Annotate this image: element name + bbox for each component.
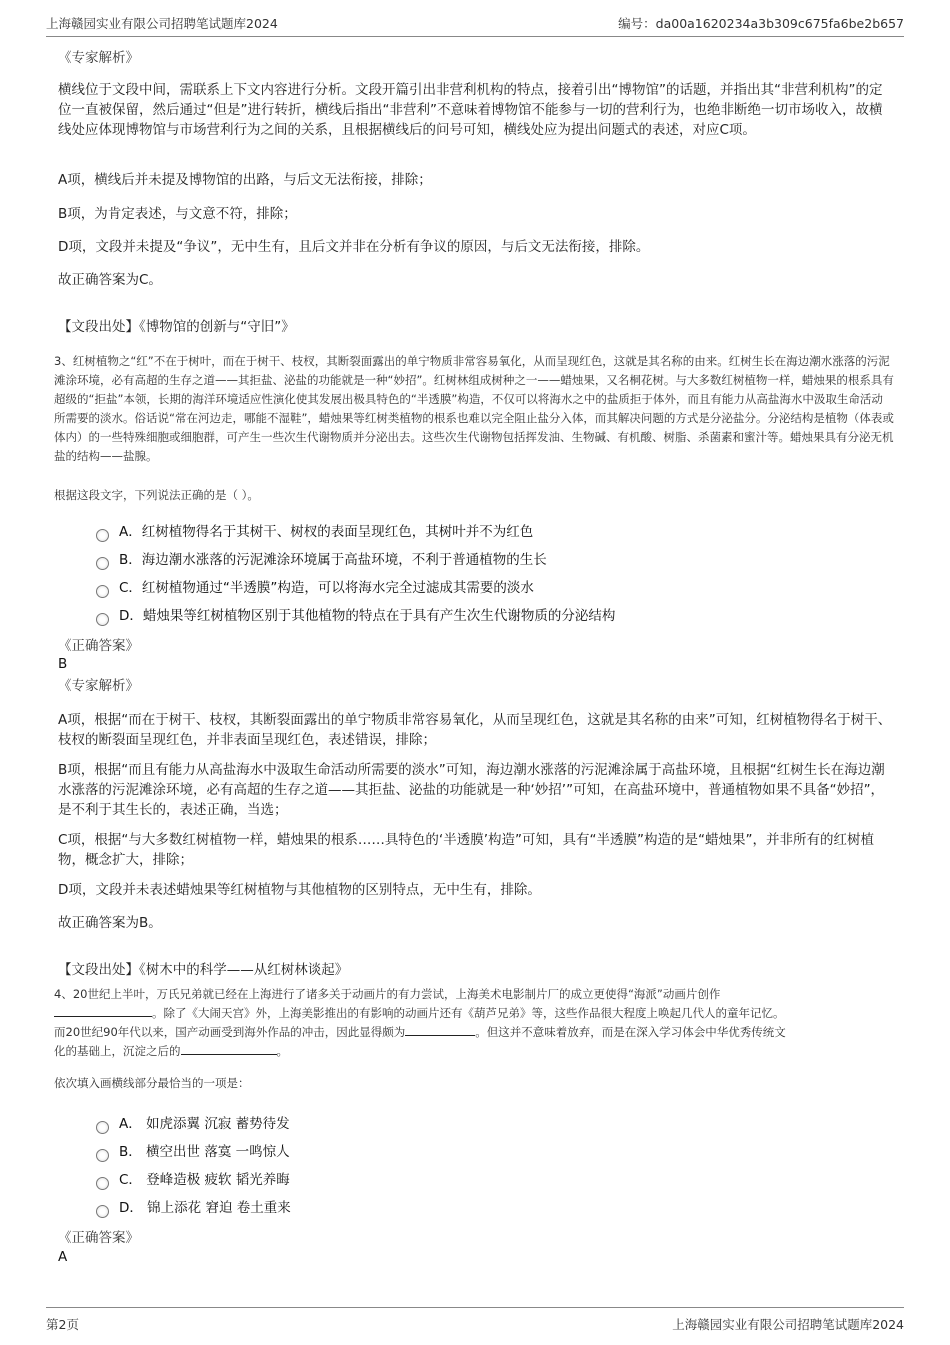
radio-icon[interactable]	[96, 1205, 109, 1218]
page-number: 第2页	[46, 1317, 79, 1332]
q3-options	[96, 518, 615, 630]
q4-blank-1	[54, 1004, 152, 1017]
q4-passage-part4: 。但这并不意味着放弃，而是在深入学习体会中华优秀传统文	[475, 1025, 786, 1039]
q4-passage-part5: 化的基础上，沉淀之后的	[54, 1044, 181, 1058]
q3-question: 根据这段文字，下列说法正确的是（ ）。	[54, 488, 259, 502]
q4-passage-part1: 4、20世纪上半叶，万氏兄弟就已经在上海进行了诸多关于动画片的有力尝试，上海美术电影制片厂的成立更使得“海派”动画片创作	[54, 987, 721, 1001]
option-label: B． 横空出世 落寞 一鸣惊人	[119, 1144, 290, 1160]
q3-answer: B	[58, 656, 68, 672]
option-label: A． 如虎添翼 沉寂 蓄势待发	[119, 1116, 290, 1132]
q3-source: 【文段出处】《树木中的科学——从红树林谈起》	[58, 961, 349, 978]
option-label: B．海边潮水涨落的污泥滩涂环境属于高盐环境，不利于普通植物的生长	[119, 552, 547, 568]
option-label: C． 登峰造极 疲软 韬光养晦	[119, 1172, 290, 1188]
q3-option-a[interactable]	[96, 518, 615, 546]
q3-option-c-analysis: C项，根据“与大多数红树植物一样，蜡烛果的根系……具特色的‘半透膜’构造”可知，具有“半透膜”构造的是“蜡烛果”，并非所有的红树植物，概念扩大，排除；	[58, 832, 874, 868]
radio-icon[interactable]	[96, 1177, 109, 1190]
radio-icon[interactable]	[96, 557, 109, 570]
radio-icon[interactable]	[96, 1149, 109, 1162]
q3-passage: 3、红树植物之“红”不在于树叶，而在于树干、枝杈，其断裂面露出的单宁物质非常容易氧化，从而呈现红色，这就是其名称的由来。红树生长在海边潮水涨落的污泥滩涂环境，必有高超的生存之道——其拒盐、泌盐的功能就是一种“妙招”。红树林组成树种之一——蜡烛果，又名桐花树。与大多数红树植物一样，蜡烛果的根系具有超级的“拒盐”本领，长期的海洋环境适应性演化使其发展出极具特色的“半透膜”构造，不仅可以将海水之中的盐质拒于体外，而且有能力从高盐海水中汲取生命活动所需要的淡水。俗话说“常在河边走，哪能不湿鞋”，蜡烛果等红树类植物的根系也难以完全阻止盐分入体，而其解决问题的方式是分泌盐分。分泌结构是植物（体表或体内）的一些特殊细胞或细胞群，可产生一些次生代谢物质并分泌出去。这些次生代谢物包括挥发油、生物碱、有机酸、树脂、杀菌素和蜜汁等。蜡烛果具有分泌无机盐的结构——盐腺。	[54, 354, 894, 463]
option-label: C．红树植物通过“半透膜”构造，可以将海水完全过滤成其需要的淡水	[119, 580, 534, 596]
q2-option-d-analysis: D项，文段并未提及“争议”，无中生有，且后文并非在分析有争议的原因，与后文无法衔接，排除。	[58, 239, 650, 255]
q4-option-a[interactable]	[96, 1110, 291, 1138]
q4-passage-part2: 。除了《大闹天宫》外，上海美影推出的有影响的动画片还有《葫芦兄弟》等，这些作品很大程度上唤起几代人的童年记忆。	[152, 1006, 785, 1020]
q4-option-b[interactable]	[96, 1138, 291, 1166]
q4-option-d[interactable]	[96, 1194, 291, 1222]
q2-conclusion: 故正确答案为C。	[58, 272, 162, 288]
page-footer	[46, 1307, 904, 1336]
q4-question: 依次填入画横线部分最恰当的一项是：	[54, 1076, 250, 1090]
q2-option-a-analysis: A项，横线后并未提及博物馆的出路，与后文无法衔接，排除；	[58, 172, 432, 188]
q3-option-a-analysis: A项，根据“而在于树干、枝杈，其断裂面露出的单宁物质非常容易氧化，从而呈现红色，这就是其名称的由来”可知，红树植物得名于树干、枝杈的断裂面呈现红色，并非表面呈现红色，表述错误，排除；	[58, 712, 892, 748]
option-label: A．红树植物得名于其树干、树杈的表面呈现红色，其树叶并不为红色	[119, 524, 534, 540]
q3-answer-label: 《正确答案》	[58, 638, 139, 654]
radio-icon[interactable]	[96, 613, 109, 626]
radio-icon[interactable]	[96, 585, 109, 598]
header-title: 上海赣园实业有限公司招聘笔试题库2024	[46, 16, 278, 31]
q4-blank-2	[405, 1023, 475, 1036]
q4-answer-label: 《正确答案》	[58, 1230, 139, 1246]
radio-icon[interactable]	[96, 529, 109, 542]
page-header	[46, 14, 904, 37]
q2-analysis: 横线位于文段中间，需联系上下文内容进行分析。文段开篇引出非营利机构的特点，接着引出“博物馆”的话题，并指出其“非营利机构”的定位一直被保留，然后通过“但是”进行转折，横线后指出“非营利”不意味着博物馆不能参与一切的营利行为，也绝非断绝一切市场收入，故横线处应体现博物馆与市场营利行为之间的关系，且根据横线后的问号可知，横线处应为提出问题式的表述，对应C项。	[58, 82, 883, 138]
q3-option-b-analysis: B项，根据“而且有能力从高盐海水中汲取生命活动所需要的淡水”可知，海边潮水涨落的污泥滩涂属于高盐环境，且根据“红树生长在海边潮水涨落的污泥滩涂环境，必有高超的生存之道——其拒盐、泌盐的功能就是一种‘妙招’”可知，在高盐环境中，普通植物如果不具备“妙招”，是不利于其生长的，表述正确，当选；	[58, 762, 885, 818]
footer-title: 上海赣园实业有限公司招聘笔试题库2024	[672, 1317, 904, 1332]
q4-answer: A	[58, 1249, 68, 1265]
q4-passage-part6: 。	[276, 1044, 288, 1058]
q4-blank-3	[181, 1042, 277, 1055]
q3-option-d-analysis: D项，文段并未表述蜡烛果等红树植物与其他植物的区别特点，无中生有，排除。	[58, 882, 541, 898]
radio-icon[interactable]	[96, 1121, 109, 1134]
option-label: D．蜡烛果等红树植物区别于其他植物的特点在于具有产生次生代谢物质的分泌结构	[119, 608, 616, 624]
header-id: 编号：da00a1620234a3b309c675fa6be2b657	[618, 16, 904, 31]
q4-passage	[54, 985, 894, 1061]
q4-passage-part3: 而20世纪90年代以来，国产动画受到海外作品的冲击，因此显得颇为	[54, 1025, 406, 1039]
q3-option-b[interactable]	[96, 546, 615, 574]
q3-conclusion: 故正确答案为B。	[58, 915, 162, 931]
q3-option-d[interactable]	[96, 602, 615, 630]
q2-analysis-label: 《专家解析》	[58, 50, 139, 66]
q2-option-b-analysis: B项，为肯定表述，与文意不符，排除；	[58, 206, 297, 222]
q4-option-c[interactable]	[96, 1166, 291, 1194]
q2-source: 【文段出处】《博物馆的创新与“守旧”》	[58, 318, 295, 335]
q3-analysis-label: 《专家解析》	[58, 678, 139, 694]
q3-option-c[interactable]	[96, 574, 615, 602]
option-label: D． 锦上添花 窘迫 卷土重来	[119, 1200, 291, 1216]
q4-options	[96, 1110, 291, 1222]
